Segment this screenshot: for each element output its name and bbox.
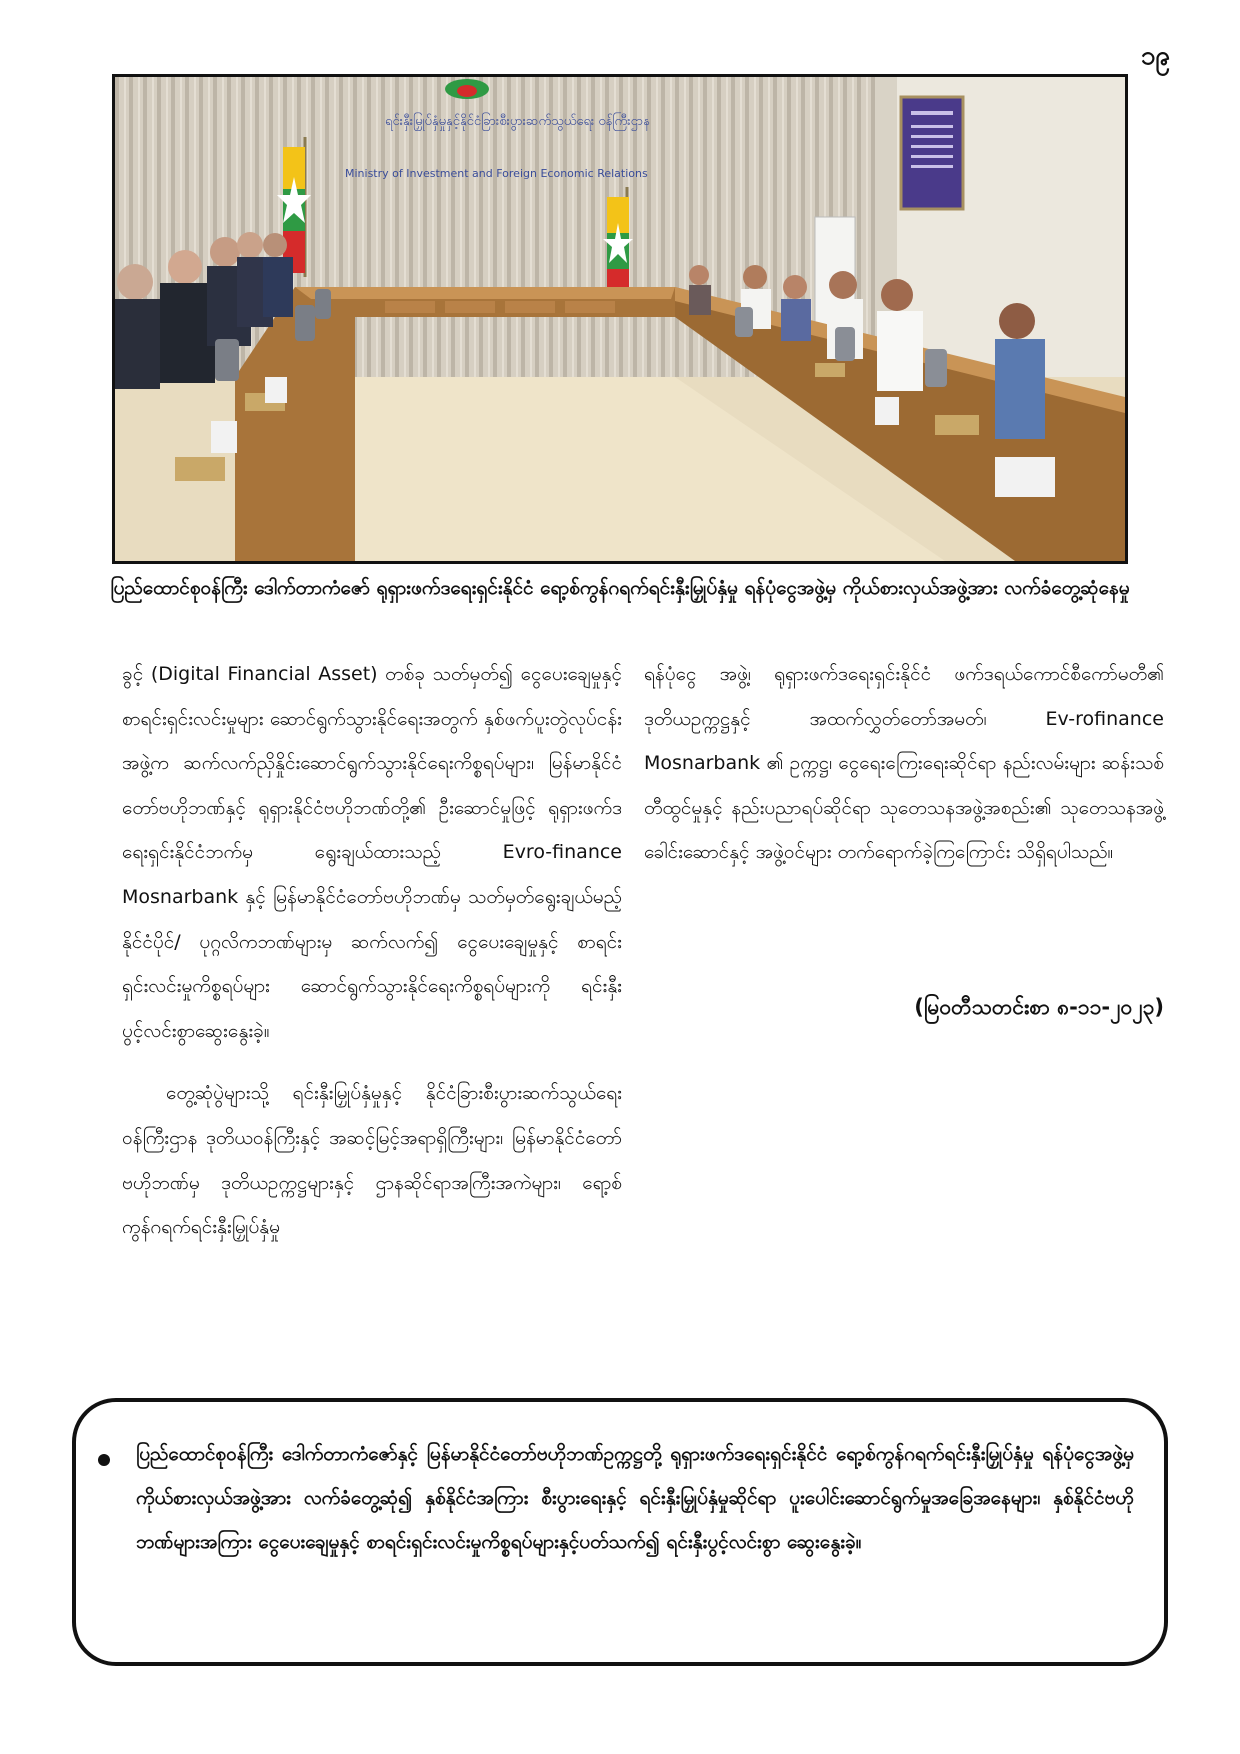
article-paragraph: တွေ့ဆုံပွဲများသို့ ရင်းနှီးမြှုပ်နှံမှုနှင့် နိုင်ငံခြားစီးပွားဆက်သွယ်ရေးဝန်ကြီးဌာန ဒုတိယဝန်ကြီးနှင့် အဆင့်မြင့်အရာရှိကြီးများ၊ မြန်မာနိုင်ငံတော်ဗဟိုဘဏ်မှ ဒုတိယဥက္ကဋ္ဌများနှင့် ဌာနဆိုင်ရာအကြီးအကဲများ၊ ရော့စ်ကွန်ဂရက်ရင်းနှီးမြှုပ်နှံမှု [122,1082,622,1239]
article-right-column [644,652,1164,893]
article-paragraph: ရန်ပုံငွေ အဖွဲ့၊ ရုရှားဖက်ဒရေးရှင်းနိုင်ငံ ဖက်ဒရယ်ကောင်စီကော်မတီ၏ ဒုတိယဥက္ကဋ္ဌနှင့် အထက်လွှတ်တော်အမတ်၊ Ev-rofinance Mosnarbank ၏ ဥက္ကဋ္ဌ၊ ငွေရေးကြေးရေးဆိုင်ရာ နည်းလမ်းများ ဆန်းသစ်တီထွင်မှုနှင့် နည်းပညာရပ်ဆိုင်ရာ သုတေသနအဖွဲ့အစည်း၏ သုတေသနအဖွဲ့ခေါင်းဆောင်နှင့် အဖွဲ့ဝင်များ တက်ရောက်ခဲ့ကြကြောင်း သိရှိရပါသည်။ [644,663,1164,864]
summary-box [72,1398,1168,1666]
page-number: ၁၉ [1140,41,1170,71]
meeting-room-illustration [115,77,1125,561]
summary-text: ပြည်ထောင်စုဝန်ကြီး ဒေါက်တာကံဇော်နှင့် မြန်မာနိုင်ငံတော်ဗဟိုဘဏ်ဥက္ကဋ္ဌတို့ ရုရှားဖက်ဒရေးရှင်းနိုင်ငံ ရော့စ်ကွန်ဂရက်ရင်းနှီးမြှုပ်နှံမှု ရန်ပုံငွေအဖွဲ့မှ ကိုယ်စားလှယ်အဖွဲ့အား လက်ခံတွေ့ဆုံ၍ နှစ်နိုင်ငံအကြား စီးပွားရေးနှင့် ရင်းနှီးမြှုပ်နှံမှုဆိုင်ရာ ပူးပေါင်းဆောင်ရွက်မှုအခြေအနေများ၊ နှစ်နိုင်ငံဗဟိုဘဏ်များအကြား ငွေပေးချေမှုနှင့် စာရင်းရှင်းလင်းမှုကိစ္စရပ်များနှင့်ပတ်သက်၍ ရင်းနှီးပွင့်လင်းစွာ ဆွေးနွေးခဲ့။ [136,1443,1134,1553]
news-source: (မြဝတီသတင်းစာ ၈-၁၁-၂၀၂၃) [914,995,1164,1019]
meeting-photo [112,74,1128,564]
photo-caption: ပြည်ထောင်စုဝန်ကြီး ဒေါက်တာကံဇော် ရုရှားဖက်ဒရေးရှင်းနိုင်ငံ ရော့စ်ကွန်ဂရက်ရင်းနှီးမြှုပ်နှံမှု ရန်ပုံငွေအဖွဲ့မှ ကိုယ်စားလှယ်အဖွဲ့အား လက်ခံတွေ့ဆုံနေမှု [110,577,1130,599]
article-left-column [122,652,622,1268]
banner-subtitle: Ministry of Investment and Foreign Economic Relations [345,167,648,180]
article-paragraph: ခွင့် (Digital Financial Asset) တစ်ခု သတ်မှတ်၍ ငွေပေးချေမှုနှင့် စာရင်းရှင်းလင်းမှုများ ဆောင်ရွက်သွားနိုင်ရေးအတွက် နှစ်ဖက်ပူးတွဲလုပ်ငန်းအဖွဲ့က ဆက်လက်ညှိနှိုင်းဆောင်ရွက်သွားနိုင်ရေးကိစ္စရပ်များ၊ မြန်မာနိုင်ငံတော်ဗဟိုဘဏ်နှင့် ရုရှားနိုင်ငံဗဟိုဘဏ်တို့၏ ဦးဆောင်မှုဖြင့် ရုရှားဖက်ဒရေးရှင်းနိုင်ငံဘက်မှ ရွေးချယ်ထားသည့် Evro-finance Mosnarbank နှင့် မြန်မာနိုင်ငံတော်ဗဟိုဘဏ်မှ သတ်မှတ်ရွေးချယ်မည့် နိုင်ငံပိုင်/ ပုဂ္ဂလိကဘဏ်များမှ ဆက်လက်၍ ငွေပေးချေမှုနှင့် စာရင်းရှင်းလင်းမှုကိစ္စရပ်များ ဆောင်ရွက်သွားနိုင်ရေးကိစ္စရပ်များကို ရင်းနှီးပွင့်လင်းစွာဆွေးနွေးခဲ့။ [122,663,622,1042]
bullet-icon [98,1454,110,1466]
banner-title: ရင်းနှီးမြှုပ်နှံမှုနှင့်နိုင်ငံခြားစီးပွားဆက်သွယ်ရေး ဝန်ကြီးဌာန [385,114,650,129]
thermos [215,339,239,381]
